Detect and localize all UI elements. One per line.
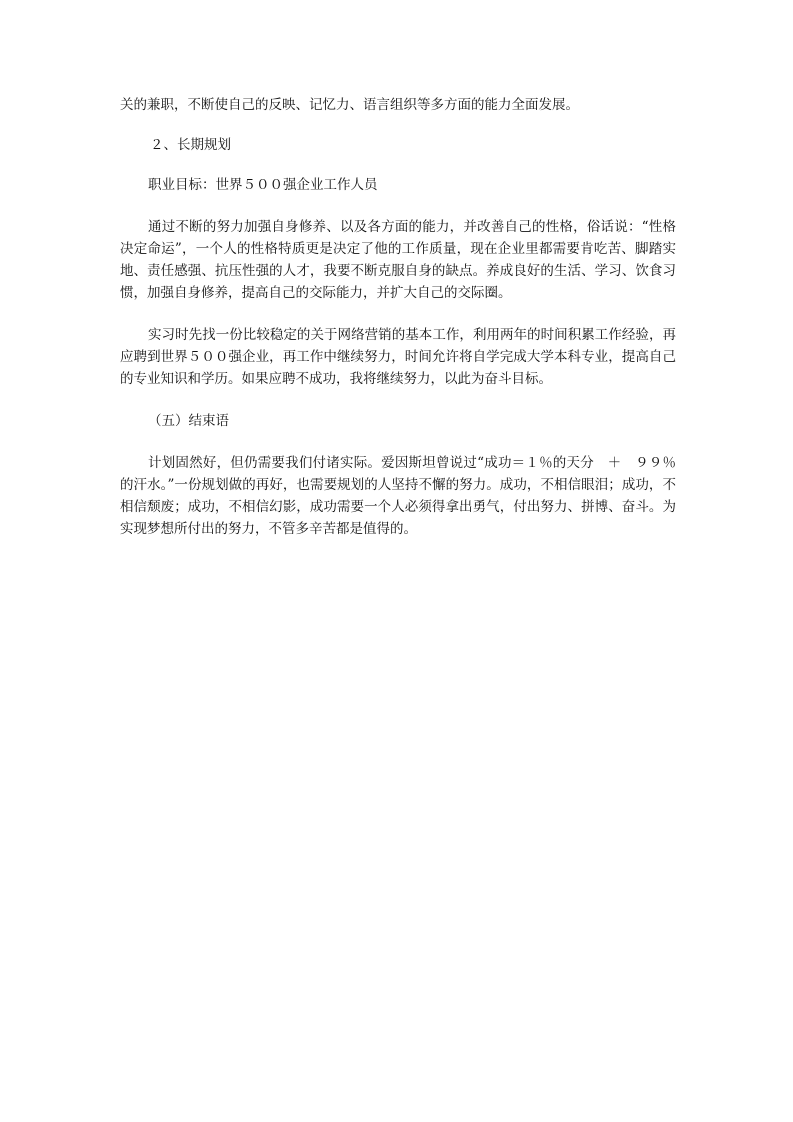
section-heading-long-term-plan: ２、长期规划 [150, 137, 231, 153]
section-heading-conclusion: （五）结束语 [148, 413, 229, 429]
paragraph-self-improvement: 通过不断的努力加强自身修养、以及各方面的能力，并改善自己的性格，俗话说：“性格决定命运”，一个人的性格特质更是决定了他的工作质量，现在企业里都需要肯吃苦、脚踏实地、责任感强、抗压性强的人才，我要不断克服自身的缺点。养成良好的生活、学习、饮食习惯，加强自身修养，提高自己的交际能力，并扩大自己的交际圈。 [120, 219, 676, 301]
document-body [120, 94, 676, 540]
career-goal-line: 职业目标：世界５００强企业工作人员 [148, 177, 378, 193]
paragraph-internship-plan: 实习时先找一份比较稳定的关于网络营销的基本工作，利用两年的时间积累工作经验，再应聘到世界５００强企业，再工作中继续努力，时间允许将自学完成大学本科专业，提高自己的专业知识和学历。如果应聘不成功，我将继续努力，以此为奋斗目标。 [120, 327, 676, 387]
paragraph-continuation: 关的兼职，不断使自己的反映、记忆力、语言组织等多方面的能力全面发展。 [120, 97, 579, 113]
paragraph-conclusion: 计划固然好，但仍需要我们付诸实际。爱因斯坦曾说过“成功＝１％的天分 ＋ ９９％的汗水。”一份规划做的再好，也需要规划的人坚持不懈的努力。成功，不相信眼泪；成功，不相信颓废；成功，不相信幻影，成功需要一个人必须得拿出勇气，付出努力、拼博、奋斗。为实现梦想所付出的努力，不管多辛苦都是值得的。 [120, 455, 676, 537]
